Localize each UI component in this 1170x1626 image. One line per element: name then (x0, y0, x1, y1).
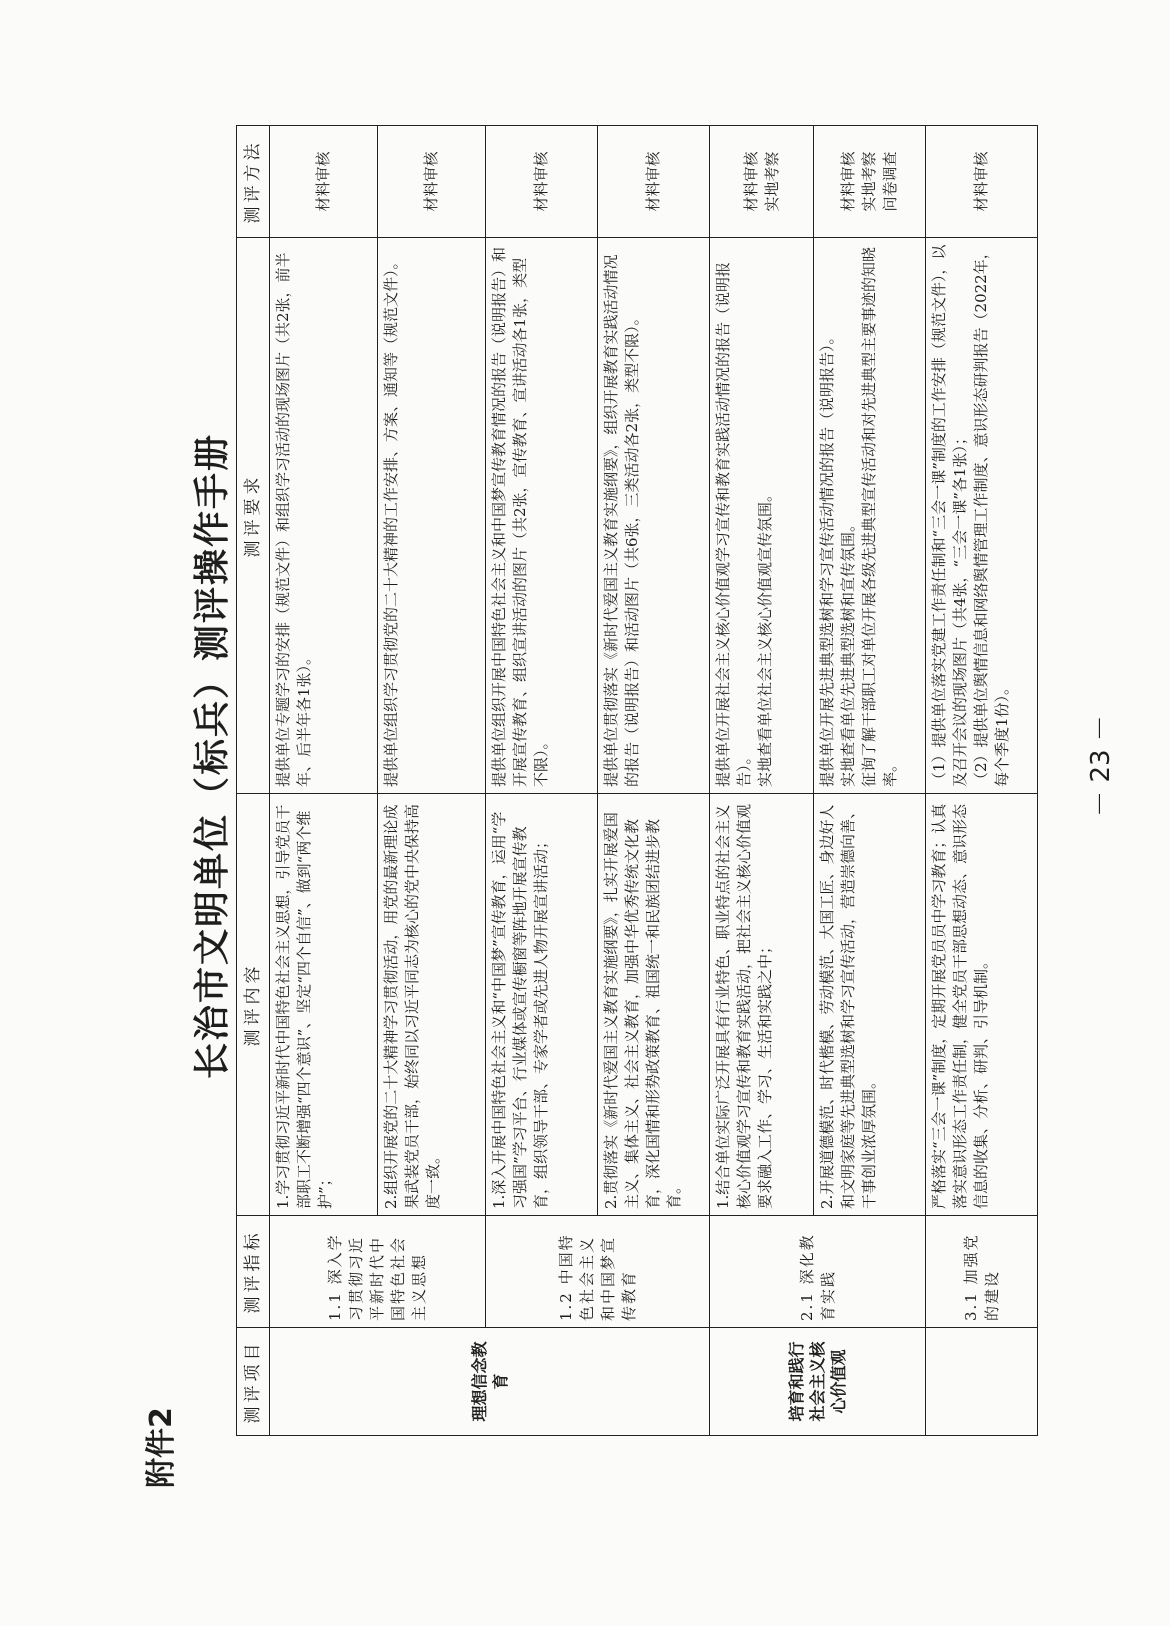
header-indicator: 测评指标 (237, 1216, 270, 1328)
content-cell: 2.贯彻落实《新时代爱国主义教育实施纲要》，扎实开展爱国主义、集体主义、社会主义教育，加强中华优秀传统文化教育，深化国情和形势政策教育、祖国统一和民族团结进步教育。 (598, 794, 710, 1216)
table-row (710, 126, 814, 1436)
content-cell: 严格落实“三会一课”制度，定期开展党员员中学习教育；认真落实意识形态工作责任制，健全党员干部思想动态、意识形态信息的收集、分析、研判、引导机制。 (926, 794, 1038, 1216)
method-cell: 材料审核 (270, 126, 378, 238)
method-cell: 材料审核 (486, 126, 598, 238)
indicator-cell: 1.1 深入学习贯彻习近平新时代中国特色社会主义思想 (270, 1216, 486, 1328)
table-header-row (237, 126, 270, 1436)
method-cell: 材料审核 实地考察 问卷调查 (814, 126, 926, 238)
requirement-line: 征询了解干部职工对单位开展各级先进典型宣传活动和对先进典型主要事迹的知晓率。 (860, 246, 899, 787)
requirement-line: 提供单位开展先进典型选树和学习宣传活动情况的报告（说明报告）。 (818, 329, 836, 787)
header-requirement: 测评要求 (237, 238, 270, 794)
project-cell (926, 1328, 1038, 1436)
method-cell: 材料审核 实地考察 (710, 126, 814, 238)
attachment-label: 附件2 (144, 1407, 179, 1488)
requirement-cell (270, 238, 378, 794)
requirement-cell (814, 238, 926, 794)
indicator-cell: 1.2 中国特色社会主义和中国梦宣传教育 (486, 1216, 710, 1328)
document-title: 长治市文明单位（标兵）测评操作手册 (192, 433, 233, 1080)
requirement-cell (486, 238, 598, 794)
requirement-cell (926, 238, 1038, 794)
method-cell: 材料审核 (378, 126, 486, 238)
requirement-line: （1）提供单位落实党建工作责任制和“三会一课”制度的工作安排（规范文件），以及召开会议的现场图片（共4张，“三会一课”各1张）； (930, 244, 969, 787)
project-cell: 理想信念教育 (270, 1328, 710, 1436)
requirement-cell (598, 238, 710, 794)
page-number: － 23 － (1086, 715, 1116, 817)
content-cell: 1.学习贯彻习近平新时代中国特色社会主义思想，引导党员干部职工不断增强“四个意识”、坚定“四个自信”、做到“两个维护”； (270, 794, 378, 1216)
table-row (270, 126, 378, 1436)
evaluation-table (236, 125, 1038, 1436)
indicator-cell: 2.1 深化教育实践 (710, 1216, 926, 1328)
table-row (486, 126, 598, 1436)
content-cell: 1.深入开展中国特色社会主义和“中国梦”宣传教育，运用“学习强国”学习平台、行业媒体或宣传橱窗等阵地开展宣传教育，组织领导干部、专家学者或先进人物开展宣讲活动； (486, 794, 598, 1216)
header-method: 测评方法 (237, 126, 270, 238)
project-cell: 培育和践行社会主义核心价值观 (710, 1328, 926, 1436)
requirement-line: （2）提供单位舆情信息和网络舆情管理工作制度、意识形态研判报告（2022年，每个季度1份）。 (972, 244, 1011, 787)
requirement-cell (378, 238, 486, 794)
requirement-line: 提供单位组织开展中国特色社会主义和中国梦宣传教育情况的报告（说明报告）和开展宣传教育、组织宣讲活动的图片（共2张，宣传教育、宣讲活动各1张，类型不限）。 (490, 246, 550, 787)
indicator-cell: 3.1 加强党的建设 (926, 1216, 1038, 1328)
method-cell: 材料审核 (926, 126, 1038, 238)
content-cell: 1.结合单位实际广泛开展具有行业特色、职业特点的社会主义核心价值观学习宣传和教育实践活动，把社会主义核心价值观要求融入工作、学习、生活和实践之中； (710, 794, 814, 1216)
requirement-cell (710, 238, 814, 794)
header-content: 测评内容 (237, 794, 270, 1216)
header-project: 测评项目 (237, 1328, 270, 1436)
requirement-line: 提供单位开展社会主义核心价值观学习宣传和教育实践活动情况的报告（说明报告）。 (714, 261, 753, 787)
content-cell: 2.开展道德模范、时代楷模、劳动模范、大国工匠、身边好人和文明家庭等先进典型选树和学习宣传活动，营造崇德向善、干事创业浓厚氛围。 (814, 794, 926, 1216)
table-row (926, 126, 1038, 1436)
requirement-line: 提供单位组织学习贯彻党的二十大精神的工作安排、方案、通知等（规范文件）。 (382, 254, 400, 787)
content-cell: 2.组织开展党的二十大精神学习贯彻活动，用党的最新理论成果武装党员干部，始终同以习近平同志为核心的党中央保持高度一致。 (378, 794, 486, 1216)
method-cell: 材料审核 (598, 126, 710, 238)
requirement-line: 实地查看单位先进典型选树和宣传氛围。 (839, 516, 857, 787)
requirement-line: 提供单位贯彻落实《新时代爱国主义教育实施纲要》，组织开展教育实践活动情况的报告（说明报告）和活动图片（共6张，三类活动各2张，类型不限）。 (602, 254, 641, 787)
requirement-line: 提供单位专题学习的安排（规范文件）和组织学习活动的现场图片（共2张，前半年、后半年各1张）。 (274, 252, 313, 787)
requirement-line: 实地查看单位社会主义核心价值观宣传氛围。 (756, 486, 774, 787)
evaluation-table-wrapper (236, 126, 1038, 1436)
